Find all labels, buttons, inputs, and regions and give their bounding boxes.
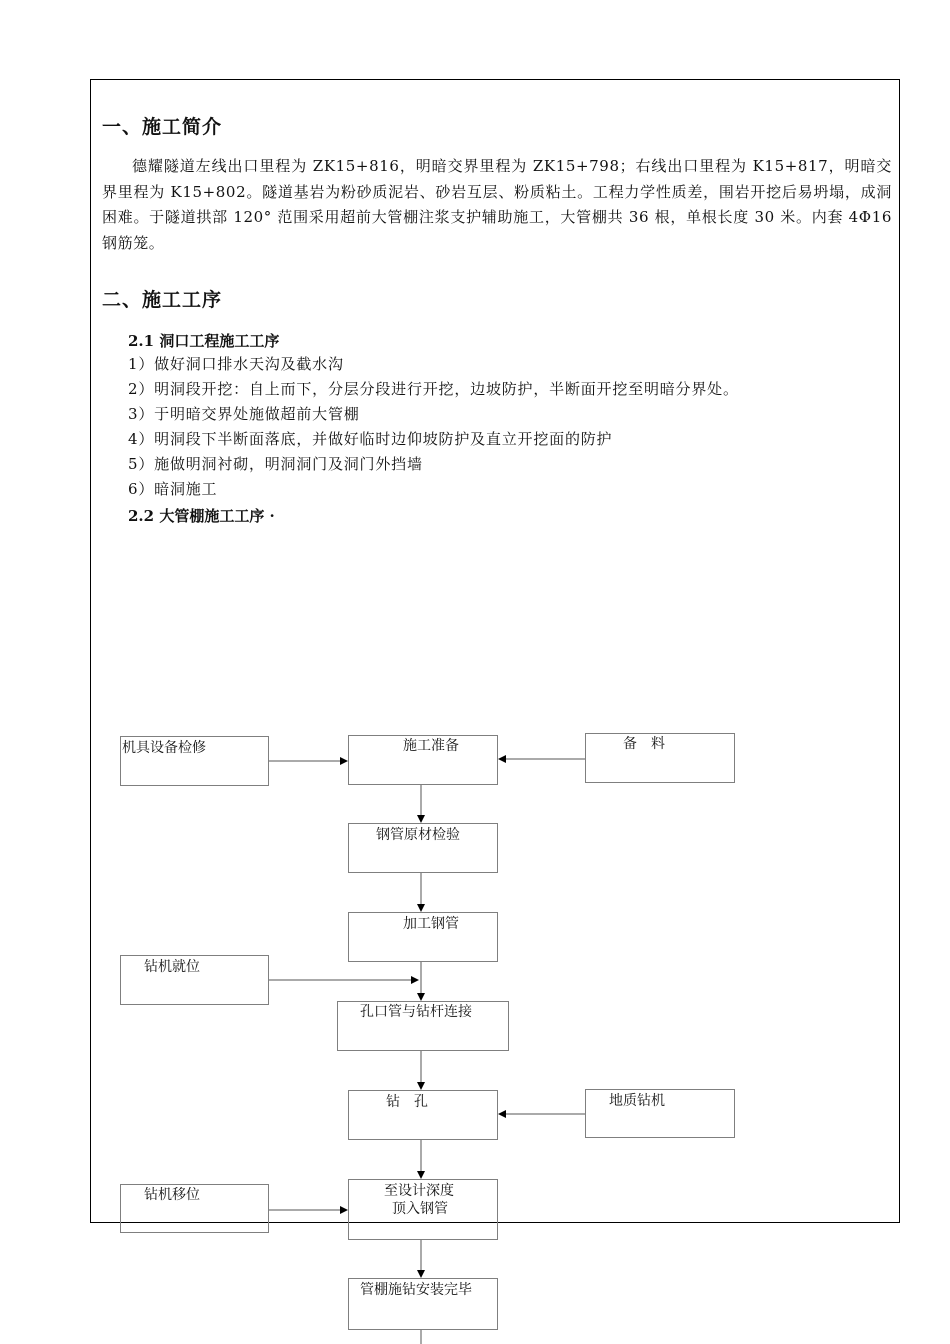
flow-box-label: 备 料 [623,736,665,752]
flow-box-drill-relocation [120,1184,269,1233]
flow-box-pipe-processing [348,912,498,962]
flow-box-label: 地质钻机 [609,1093,665,1109]
flow-box-equipment-repair [120,736,269,786]
flow-box-drilling [348,1090,498,1140]
flow-box-label: 钻机移位 [144,1187,200,1203]
flow-box-pipe-inspection [348,823,498,873]
flow-box-label: 钢管原材检验 [376,827,460,843]
flow-box-label-line-2: 顶入钢管 [392,1201,448,1217]
flow-box-label: 加工钢管 [403,916,459,932]
flow-box-label: 机具设备检修 [122,740,206,756]
flow-box-materials [585,733,735,783]
flow-box-label: 管棚施钻安装完毕 [360,1282,472,1298]
flow-box-label: 钻 孔 [386,1094,428,1110]
flow-box-label: 钻机就位 [144,959,200,975]
subsection-2-1-title: 2.1 洞口工程施工工序 [128,332,280,350]
flow-box-drill-positioning [120,955,269,1005]
list-item: 3）于明暗交界处施做超前大管棚 [128,405,360,423]
flow-box-label-line-1: 至设计深度 [384,1183,454,1199]
flow-box-label: 孔口管与钻杆连接 [360,1004,472,1020]
flow-box-installation-complete [348,1278,498,1330]
flow-box-construction-prep [348,735,498,785]
flow-box-design-depth [348,1179,498,1240]
list-item: 4）明洞段下半断面落底，并做好临时边仰坡防护及直立开挖面的防护 [128,430,613,448]
list-item: 5）施做明洞衬砌，明洞洞门及洞门外挡墙 [128,455,423,473]
list-item: 1）做好洞口排水天沟及截水沟 [128,355,344,373]
list-item: 6）暗洞施工 [128,480,218,498]
flow-box-orifice-connection [337,1001,509,1051]
flow-box-geo-drill [585,1089,735,1138]
section-1-paragraph: 德耀隧道左线出口里程为 ZK15+816，明暗交界里程为 ZK15+798；右线出口里程为 K15+817，明暗交界里程为 K15+802。隧道基岩为粉砂质泥岩、砂岩互层、粉质粘土。工程力学性质差，围岩开挖后易坍塌，成洞困难。于隧道拱部 120° 范围采用超前大管棚注浆支护辅助施工，大管棚共 36 根，单根长度 30 米。内套 4Φ16 钢筋笼。 [102,157,892,252]
subsection-2-2-title: 2.2 大管棚施工工序 · [128,507,275,525]
section-2-heading: 二、施工工序 [102,289,223,311]
flow-box-label: 施工准备 [403,738,459,754]
section-1-heading: 一、施工简介 [102,116,223,138]
list-item: 2）明洞段开挖：自上而下，分层分段进行开挖，边坡防护，半断面开挖至明暗分界处。 [128,380,739,398]
